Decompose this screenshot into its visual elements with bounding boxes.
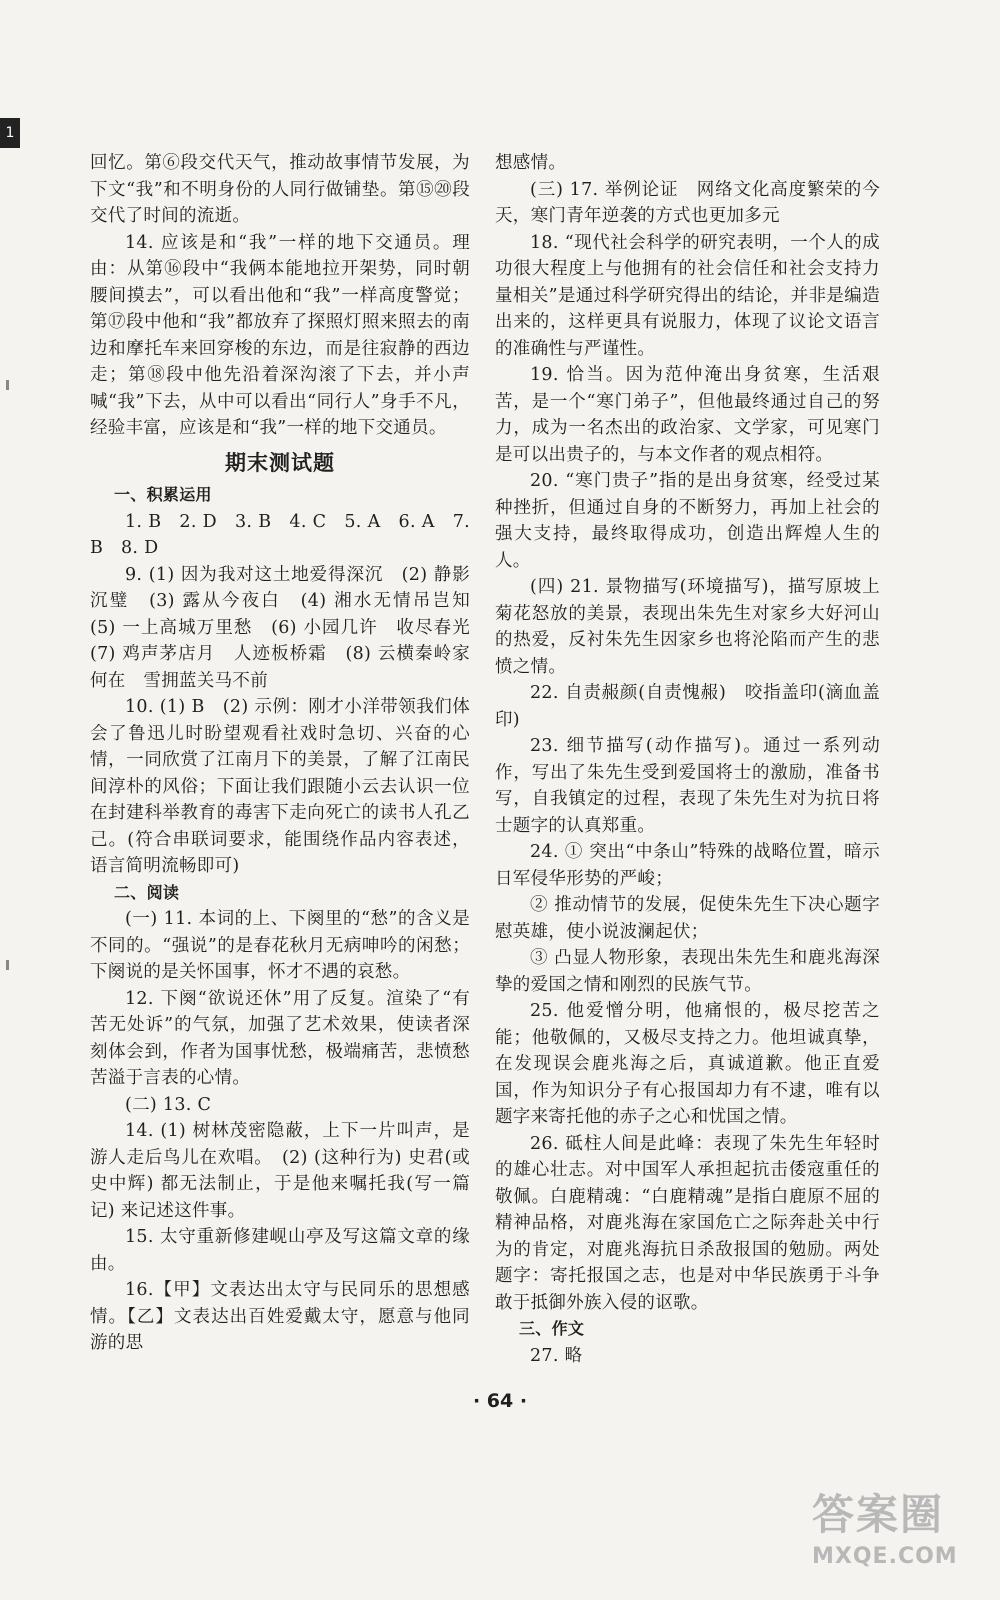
page-number: · 64 · <box>472 1390 528 1412</box>
watermark-url: MXQE.COM <box>812 1544 958 1569</box>
answer-14b: 14. (1) 树林茂密隐蔽，上下一片叫声，是游人走后鸟儿在欢唱。 (2) (这种行为) 史君(或史中辉) 都无法制止，于是他来嘱托我(写一篇记) 来记述这件事。 <box>90 1121 470 1221</box>
answer-1-8: 1. B 2. D 3. B 4. C 5. A 6. A 7. B 8. D <box>90 511 470 558</box>
answer-19: 19. 恰当。因为范仲淹出身贫寒，生活艰苦，是一个“寒门弟子”，但他最终通过自己的努力，成为一名杰出的政治家、文学家，可见寒门是可以出贵子的，与本文作者的观点相符。 <box>495 365 880 465</box>
heading-composition: 三、作文 <box>519 1319 585 1338</box>
answer-11: (一) 11. 本词的上、下阕里的“愁”的含义是不同的。“强说”的是春花秋月无病呻吟的闲愁；下阕说的是关怀国事，怀才不遇的哀愁。 <box>90 909 470 982</box>
answer-23: 23. 细节描写(动作描写)。通过一系列动作，写出了朱先生受到爱国将士的激励，准备书写，自我镇定的过程，表现了朱先生对为抗日将士题字的认真郑重。 <box>495 736 880 836</box>
answer-21: (四) 21. 景物描写(环境描写)，描写原坡上菊花怒放的美景，表现出朱先生对家乡大好河山的热爱，反衬朱先生因家乡也将沦陷而产生的悲愤之情。 <box>495 577 880 677</box>
answer-24-1: 24. ① 突出“中条山”特殊的战略位置，暗示日军侵华形势的严峻； <box>495 842 880 889</box>
answer-17: (三) 17. 举例论证 网络文化高度繁荣的今天，寒门青年逆袭的方式也更加多元 <box>495 179 880 226</box>
answer-10: 10. (1) B (2) 示例：刚才小洋带领我们体会了鲁迅儿时盼望观看社戏时急切、兴奋的心情，一同欣赏了江南月下的美景，了解了江南民间淳朴的风俗；下面让我们跟随小云去认识一位在封建科举教育的毒害下走向死亡的读书人孔乙己。(符合串联词要求，能围绕作品内容表述，语言简明流畅即可) <box>90 697 470 876</box>
left-column <box>90 150 488 1357</box>
answer-22: 22. 自责赧颜(自责愧赧) 咬指盖印(滴血盖印) <box>495 683 880 730</box>
answer-15: 15. 太守重新修建岘山亭及写这篇文章的缘由。 <box>90 1227 470 1274</box>
paragraph-13-tail: 回忆。第⑥段交代天气，推动故事情节发展，为下文“我”和不明身份的人同行做铺垫。第⑮⑳段交代了时间的流逝。 <box>90 153 470 226</box>
answer-16-tail: 想感情。 <box>495 153 567 173</box>
right-column <box>495 150 880 1369</box>
answer-16: 16.【甲】文表达出太守与民同乐的思想感情。【乙】文表达出百姓爱戴太守，愿意与他同游的思 <box>90 1280 470 1353</box>
answer-13: (二) 13. C <box>125 1094 212 1115</box>
heading-accumulation: 一、积累运用 <box>114 485 212 504</box>
answer-24-3: ③ 凸显人物形象，表现出朱先生和鹿兆海深挚的爱国之情和刚烈的民族气节。 <box>495 948 880 995</box>
heading-reading: 二、阅读 <box>114 882 180 902</box>
chapter-edge-tab: 1 <box>0 118 20 148</box>
answer-25: 25. 他爱憎分明，他痛恨的，极尽挖苦之能；他敬佩的，又极尽支持之力。他坦诚真挚，在发现误会鹿兆海之后，真诚道歉。他正直爱国，作为知识分子有心报国却力有不逮，唯有以题字来寄托他的赤子之心和忧国之情。 <box>495 1001 880 1127</box>
answer-14: 14. 应该是和“我”一样的地下交通员。理由：从第⑯段中“我俩本能地拉开架势，同时朝腰间摸去”，可以看出他和“我”一样高度警觉；第⑰段中他和“我”都放弃了探照灯照来照去的南边和摩托车来回穿梭的东边，而是往寂静的西边走；第⑱段中他先沿着深沟滚了下去，并小声喊“我”下去，从中可以看出“同行人”身手不凡，经验丰富，应该是和“我”一样的地下交通员。 <box>90 232 470 438</box>
answer-18: 18. “现代社会科学的研究表明，一个人的成功很大程度上与他拥有的社会信任和社会支持力量相关”是通过科学研究得出的结论，并非是编造出来的，这样更具有说服力，体现了议论文语言的准确性与严谨性。 <box>495 232 880 359</box>
binding-mark <box>6 380 9 390</box>
site-watermark <box>812 1482 972 1592</box>
answer-27: 27. 略 <box>530 1345 583 1366</box>
answer-24-2: ② 推动情节的发展，促使朱先生下决心题字慰英雄，使小说波澜起伏； <box>495 895 880 942</box>
binding-mark <box>6 960 9 970</box>
answer-26: 26. 砥柱人间是此峰：表现了朱先生年轻时的雄心壮志。对中国军人承担起抗击倭寇重任的敬佩。白鹿精魂：“白鹿精魂”是指白鹿原不屈的精神品格，对鹿兆海在家国危亡之际奔赴关中行为的肯定，对鹿兆海抗日杀敌报国的勉励。两处题字：寄托报国之志，也是对中华民族勇于斗争敢于抵御外族入侵的讴歌。 <box>495 1133 880 1313</box>
answer-9: 9. (1) 因为我对这土地爱得深沉 (2) 静影沉璧 (3) 露从今夜白 (4) 湘水无情吊岂知 (5) 一上高城万里愁 (6) 小园几许 收尽春光 (7) 鸡声茅店月 人迹板桥霜 (8) 云横秦岭家何在 雪拥蓝关马不前 <box>90 564 488 691</box>
answer-20: 20. “寒门贵子”指的是出身贫寒，经受过某种挫折，但通过自身的不断努力，再加上社会的强大支持，最终取得成功，创造出辉煌人生的人。 <box>495 471 880 571</box>
watermark-logo-text: 答案圈 <box>812 1490 945 1539</box>
answer-12: 12. 下阕“欲说还休”用了反复。渲染了“有苦无处诉”的气氛，加强了艺术效果，使读者深刻体会到，作者为国事忧愁，极端痛苦，悲愤愁苦溢于言表的心情。 <box>90 988 470 1088</box>
section-title: 期末测试题 <box>225 450 335 475</box>
